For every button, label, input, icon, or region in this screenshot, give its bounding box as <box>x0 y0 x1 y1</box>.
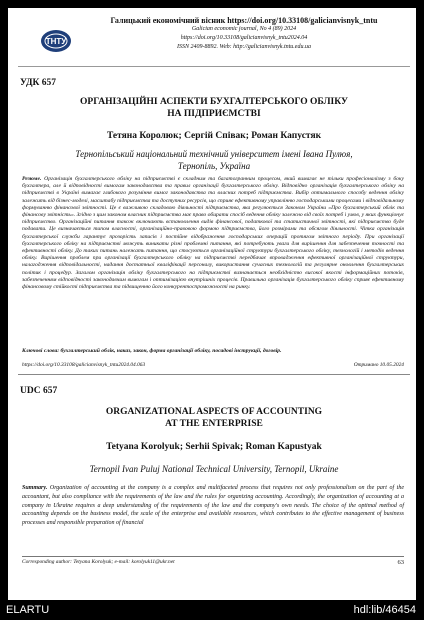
keywords-text: бухгалтерський облік, наказ, закон, форма організації обліку, посадові інструкції, договір. <box>60 348 282 354</box>
journal-issue: Galician economic journal, No 4 (89) 2024 <box>191 26 297 32</box>
ua-title-line-1: ОРГАНІЗАЦІЙНІ АСПЕКТИ БУХГАЛТЕРСЬКОГО ОБЛІКУ <box>80 97 348 107</box>
abstract-lead: Резюме. <box>22 176 42 182</box>
abstract-text: Організація бухгалтерського обліку на підприємстві є складним та багатогранним процесом, який вимагає не тільки професіоналізму з боку бухгалтера, але й відповідності вимогам законодавства та правил організації бухгалтерського обліку. Відповідно організація бухгалтерського обліку на підприємстві в Україні вимагає глибокого розуміння вимог законодавства та власних потреб підприємства. Вибір оптимального способу ведення обліку залежить від бізнес-моделі, масштабу підприємства та доступних ресурсів, що сприяє ефективному управлінню господарськими процесами і відповідальному формуванню фінансової звітності. Це є важливою складовою діяльності підприємства, яка регулюється Законом України «Про бухгалтерський облік та фінансову звітність». Згідно з цим законом власник підприємства має право обирати спосіб ведення обліку залежно від своїх потреб і умов, у яких функціонує підприємство. Організаційні питання також включають встановлення видів фінансової, податкової та статистичної звітності, які підприємство буде подавати. Це визначається типом власності, організаційно-правовою формою підприємства, його розмірами та обсягом діяльності. Чітка організація бухгалтерської служби гарантує прозорість записів і постійне відображення господарських операцій протягом звітного періоду. При організації бухгалтерського обліку на підприємстві можуть виникати різні проблемні питання, які потребують уваги для вирішення для забезпечення точності та ефективності обліку. До таких питань належать питання, що стосуються організаційної структури бухгалтерського обліку, технологій і методів ведення обліку. Вирішення проблем при організації бухгалтерського обліку на підприємстві передбачає впровадження ефективної організаційної структури, налагодження відповідальності, надання достатньої кваліфікації персоналу, використання сучасних технологій та регулярне оновлення бухгалтерських політик і процедур. Загалом організація обліку бухгалтерського на підприємстві визначається необхідністю високої якості інформаційних потоків, забезпеченням відповідності законодавчим вимогам і оптимізацією внутрішніх процесів. Правильна організація бухгалтерського обліку сприяє ефективному фінансовому стійкості підприємства та підвищенню його конкурентоспроможності на ринку. <box>22 176 404 291</box>
ua-title <box>18 96 410 120</box>
en-affiliation: Ternopil Ivan Puluj National Technical University, Ternopil, Ukraine <box>89 464 339 474</box>
university-logo-icon <box>40 28 72 54</box>
article-doi-link[interactable]: https://doi.org/10.33108/galicianvisnyk_tntu2024.04.063 <box>22 362 146 368</box>
corresponding-author: Corresponding author: Tetyana Korolyuk; e-mail: korolyuk11@ukr.net <box>22 559 175 565</box>
en-title <box>18 406 410 430</box>
page-number: 63 <box>397 559 404 566</box>
summary-text: Organization of accounting at the company is a complex and multifaceted process that requires not only professionalism on the part of the accountant, but also compliance with the requirements of the law and the rules for organizing accounting. Accordingly, the organization of accounting at a company in Ukraine requires a deep understanding of the requirements of the law and the company's own needs. The choice of the optimal method of accounting depends on the business model, the scale of the enterprise and available resources, which contributes to the effective management of business processes and responsible preparation of financial <box>22 485 405 527</box>
issn-web: ISSN 2409-8892. Web: http://galicianvisnyk.tntu.edu.ua <box>177 44 311 50</box>
journal-header <box>18 14 410 67</box>
ua-abstract <box>22 176 404 291</box>
keywords-lead: Ключові слова: <box>22 348 60 354</box>
paper-page <box>8 8 416 600</box>
page-footer <box>22 556 404 565</box>
ua-authors: Тетяна Королюк; Сергій Співак; Роман Капустяк <box>106 131 322 141</box>
udk-code: УДК 657 <box>20 78 57 88</box>
received-date: Отримано 10.05.2024 <box>353 362 404 368</box>
logo-text: ТНТУ <box>45 37 67 46</box>
ua-affiliation <box>48 148 380 172</box>
en-authors: Tetyana Korolyuk; Serhii Spivak; Roman Kapustyak <box>106 442 322 452</box>
article-doi-row <box>22 362 404 368</box>
en-title-line-1: ORGANIZATIONAL ASPECTS OF ACCOUNTING <box>105 407 323 417</box>
repository-name: ELARTU <box>6 604 50 616</box>
ua-affiliation-line-2: Тернопіль, Україна <box>177 161 251 171</box>
ua-title-line-2: НА ПІДПРИЄМСТВІ <box>167 109 261 119</box>
journal-title: Галицький економічний вісник https://doi.org/10.33108/galicianvisnyk_tntu <box>110 16 378 25</box>
handle-id: hdl:lib/46454 <box>353 604 416 616</box>
udc-code: UDC 657 <box>20 386 58 396</box>
summary-lead: Summary. <box>22 485 48 491</box>
divider <box>18 374 410 375</box>
repository-bar <box>0 600 424 620</box>
ua-keywords <box>22 348 404 355</box>
en-summary <box>22 484 404 528</box>
ua-affiliation-line-1: Тернопільський національний технічний університет імені Івана Пулюя, <box>75 149 353 159</box>
issue-doi: https://doi.org/10.33108/galicianvisnyk_tntu2024.04 <box>180 35 308 41</box>
en-title-line-2: AT THE ENTERPRISE <box>165 419 263 429</box>
